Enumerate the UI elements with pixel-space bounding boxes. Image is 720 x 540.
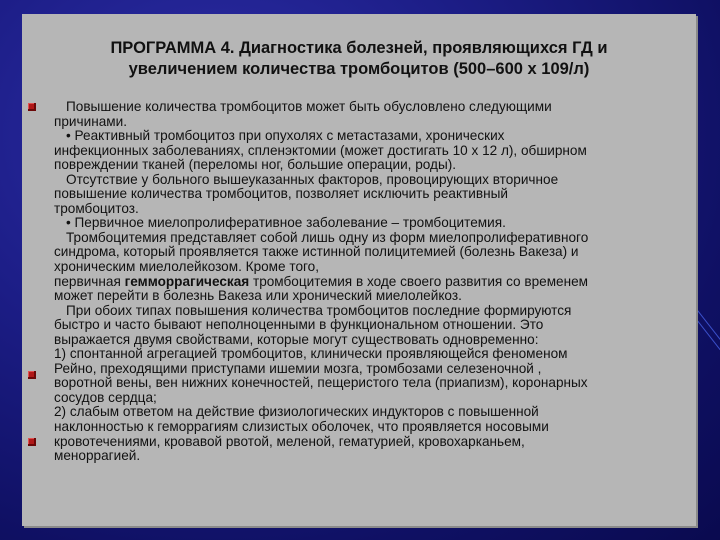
text-line: Повышение количества тромбоцитов может быть обусловлено следующими (66, 99, 552, 114)
text-line: • Первичное миелопролиферативное заболевание – тромбоцитемия. (66, 215, 506, 231)
text-fragment: первичная (54, 273, 125, 289)
bullet-icon (28, 103, 36, 111)
text-line: может перейти в болезнь Вакеза или хронический миелолейкоз. (54, 288, 462, 304)
bullet-icon (28, 438, 36, 446)
text-line: • Реактивный тромбоцитоз при опухолях с метастазами, хронических (66, 128, 505, 144)
text-line: Отсутствие у больного вышеуказанных факторов, провоцирующих вторичное (66, 171, 559, 187)
text-line: хроническим миелолейкозом. Кроме того, (54, 259, 319, 275)
text-line: повреждении тканей (переломы ног, большие операции, роды). (54, 157, 457, 173)
text-line: тромбоцитоз. (54, 200, 139, 216)
text-line: меноррагией. (54, 448, 141, 464)
text-line: 1) спонтанной агрегацией тромбоцитов, клинически проявляющейся феноменом (54, 346, 568, 362)
text-line: Тромбоцитемия представляет собой лишь одну из форм миелопролиферативного (66, 229, 589, 245)
text-line: При обоих типах повышения количества тромбоцитов последние формируются (66, 302, 572, 318)
slide-body-text (54, 100, 694, 464)
bullet-icon (28, 371, 36, 379)
text-line: наклонностью к геморрагиям слизистых оболочек, что проявляется носовыми (54, 419, 549, 435)
text-line: причинами. (54, 113, 127, 129)
text-line: повышение количества тромбоцитов, позволяет исключить реактивный (54, 186, 508, 202)
slide-content-panel (22, 14, 696, 526)
text-line: сосудов сердца; (54, 389, 157, 405)
text-line: воротной вены, вен нижних конечностей, пещеристого тела (приапизм), коронарных (54, 375, 588, 391)
slide-title (22, 38, 696, 80)
text-line: инфекционных заболеваниях, спленэктомии (может достигать 10 х 12 л), обширном (54, 142, 587, 158)
text-fragment: тромбоцитемия в ходе своего развития со временем (249, 273, 589, 289)
slide-title-line: ПРОГРАММА 4. Диагностика болезней, проявляющихся ГД и (110, 39, 608, 57)
slide-title-line: увеличением количества тромбоцитов (500–600 х 109/л) (128, 60, 590, 78)
text-line: выражается двумя свойствами, которые могут существовать одновременно: (54, 331, 539, 347)
text-line: быстро и часто бывают неполноценными в функциональном отношении. Это (54, 317, 544, 333)
text-line: кровотечениями, кровавой рвотой, меленой, гематурией, кровохарканьем, (54, 433, 525, 449)
text-line: Рейно, преходящими приступами ишемии мозга, тромбозами селезеночной , (54, 360, 542, 376)
text-line: синдрома, который проявляется также истинной полицитемией (болезнь Вакеза) и (54, 244, 579, 260)
text-line: 2) слабым ответом на действие физиологических индукторов с повышенной (54, 404, 539, 420)
bold-term: гемморрагическая (124, 273, 250, 289)
text-line (54, 275, 694, 290)
